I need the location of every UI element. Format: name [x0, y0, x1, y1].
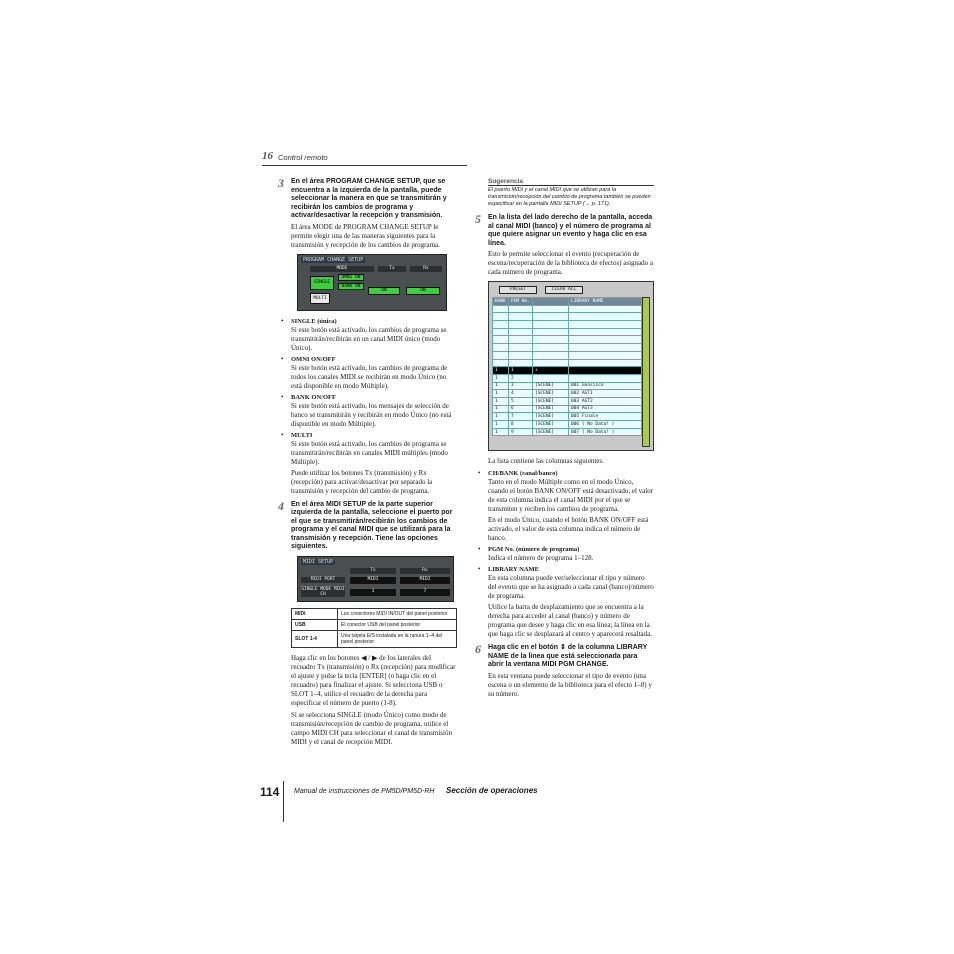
cell: 1: [493, 421, 509, 429]
bullet-text: En esta columna puede ver/seleccionar el tipo y número del evento que se ha asignado a cada canal (banco)/número de programa.: [488, 574, 654, 600]
table-row[interactable]: [493, 336, 642, 344]
step-number: 6: [475, 642, 481, 656]
bullet-text: Si este botón está activado, los cambios de programa se transmitirán/recibirán en canales MIDI múltiples (modo Múltiple).: [291, 439, 448, 466]
screen-title: MIDI SETUP: [303, 558, 334, 565]
tip-title: Sugerencia: [488, 178, 654, 186]
cell: 1: [493, 367, 509, 375]
table-row[interactable]: [493, 313, 642, 321]
bullet-heading: • SINGLE (única): [291, 317, 337, 325]
library-list-screen: [488, 281, 654, 451]
cell: 1: [493, 413, 509, 421]
bullet-text: En el modo Único, cuando el botón BANK ON/OFF está activado, el valor de esta columna indica el número de banco.: [488, 516, 649, 542]
bullet-single: [281, 317, 457, 353]
scrollbar[interactable]: [642, 297, 650, 447]
cell: 7: [509, 413, 533, 421]
tx-on-button[interactable]: ON: [368, 287, 400, 295]
col-pgm: PGM No.: [509, 298, 533, 306]
cell: 1: [493, 374, 509, 382]
step-4: [278, 498, 457, 552]
step-title: Haga clic en el botón ⇕ de la columna LIBRARY NAME de la línea que está seleccionada para abrir la ventana MIDI PGM CHANGE.: [488, 644, 648, 668]
clear-all-button[interactable]: CLEAR ALL: [545, 286, 583, 294]
cell: 4: [509, 390, 533, 398]
step-number: 5: [475, 212, 481, 226]
bullet-bank: [281, 393, 457, 429]
cell: 9: [509, 428, 533, 436]
port-desc: Una tarjeta E/S instalada en la ranura 1–4 del panel posterior: [338, 630, 457, 647]
table-row[interactable]: [493, 382, 642, 390]
cell: 2: [509, 374, 533, 382]
port-desc: El conector USB del panel posterior: [338, 619, 457, 630]
midi-ch-label: SINGLE MODE MIDI CH: [301, 586, 345, 597]
cell: 6: [509, 405, 533, 413]
cell: 1: [493, 428, 509, 436]
chapter-title: Control remoto: [278, 153, 328, 162]
bullet-text: Si este botón está activado, los cambios de programa de todos los canales MIDI se recibirán en modo Único (no está disponible en modo Múltiple).: [291, 363, 448, 390]
cell: 1: [493, 397, 509, 405]
program-change-setup-screen: [297, 254, 447, 311]
right-column: [475, 178, 654, 702]
bullet-extra: Puede utilizar los botones Tx (transmisión) y Rx (recepción) para activar/desactivar por separado la transmisión y recepción del cambio de programa.: [291, 468, 433, 495]
table-row[interactable]: [493, 397, 642, 405]
bullet-heading: • MULTI: [291, 431, 313, 439]
step-6: [475, 642, 654, 670]
paragraph: Esto le permite seleccionar el evento (recuperación de escena/recuperación de la biblioteca de efectos) asignado a cada número de programa.: [488, 250, 653, 276]
cell: 005 Finale: [569, 413, 642, 421]
col-library-name: LIBRARY NAME: [569, 298, 642, 306]
cell: [533, 374, 569, 382]
paragraph: Haga clic en los botones ◀ / ▶ de los laterales del recuadro Tx (transmisión) o Rx (recepción) para modificar el ajuste y pulse la tecla [ENTER] (o haga clic en el recuadro) para finalizar el ajuste. Si selecciona USB o SLOT 1–4, utilice el recuadro de la derecha para especificar el número de puerto (1-8).: [291, 653, 456, 707]
page-number: 114: [260, 785, 280, 799]
bullet-text: Utilice la barra de desplazamiento que se encuentra a la derecha para acceder al canal (banco) y número de programa que desee y haga clic en esa línea; la línea en la que haga clic se desplazará al centro y aparecerá resaltada.: [488, 603, 653, 638]
section-title: Sección de operaciones: [446, 786, 538, 795]
single-button[interactable]: SINGLE: [310, 276, 334, 290]
col-bank: BANK: [493, 298, 509, 306]
bullet-library-name: [478, 565, 654, 639]
cell: 3: [509, 382, 533, 390]
cell: 007 ( No Data! ): [569, 428, 642, 436]
bullet-multi: [281, 431, 457, 496]
paragraph: Si se selecciona SINGLE (modo Único) como modo de transmisión/recepción de cambio de programa, utilice el campo MIDI CH para seleccionar el canal de transmisión MIDI y el canal de recepción MIDI.: [291, 710, 452, 746]
table-row[interactable]: [493, 328, 642, 336]
preset-button[interactable]: PRESET: [499, 286, 537, 294]
table-row: [292, 630, 457, 647]
selected-row[interactable]: [493, 367, 642, 375]
cell: 5: [509, 397, 533, 405]
cell: 001 Gnosisco: [569, 382, 642, 390]
cell: [SCENE]: [533, 405, 569, 413]
step-title: En el área MIDI SETUP de la parte superior izquierda de la pantalla, seleccione el puerto por el que se transmitirán/recibirán los cambios de programa y el canal MIDI que se utilizará para la transmisión y recepción. Tiene las opciones siguientes.: [291, 500, 453, 550]
cell: 8: [509, 421, 533, 429]
table-row[interactable]: [493, 344, 642, 352]
cell: 004 AGT3: [569, 405, 642, 413]
step-number: 3: [278, 176, 284, 190]
cell: 003 AGT2: [569, 397, 642, 405]
rx-header: Rx: [410, 266, 442, 272]
cell: 1: [493, 405, 509, 413]
cell: [SCENE]: [533, 428, 569, 436]
rx-header: Rx: [400, 568, 450, 574]
tx-header: Tx: [378, 266, 406, 272]
table-row[interactable]: [493, 405, 642, 413]
step-3: [278, 176, 457, 221]
bullet-text: Tanto en el modo Múltiple como en el modo Único, cuando el botón BANK ON/OFF está desactivado, el valor de esta columna indica el canal MIDI por el que se transmiten y reciben los cambios de programa.: [488, 478, 654, 513]
bullet-text: Si este botón está activado, los cambios de programa se transmitirán/recibirán en un canal MIDI único (modo Único).: [291, 325, 447, 352]
table-row[interactable]: [493, 359, 642, 367]
tip-text: El puerto MIDI y el canal MIDI que se utilizan para la transmisión/recepción del cambio de programa también se pueden especificar en la pantalla MIDI SETUP (→ p. 171).: [488, 187, 651, 207]
cell: 006 ( No Data! ): [569, 421, 642, 429]
bullet-text: Si este botón está activado, los mensajes de selección de banco se transmitirán y recibirán en modo Único (no está disponible en modo Múltiple).: [291, 401, 452, 428]
page-header: [262, 150, 467, 166]
cell: [SCENE]: [533, 413, 569, 421]
midi-setup-screen: [297, 556, 454, 602]
cell: [SCENE]: [533, 382, 569, 390]
bullet-heading: • CH/BANK (canal/banco): [488, 470, 558, 477]
step-title: En la lista del lado derecho de la pantalla, acceda al canal MIDI (banco) y el número de programa al que quiere asignar un evento y haga clic en esa línea.: [488, 214, 653, 247]
step-title: En el área PROGRAM CHANGE SETUP, que se encuentra a la izquierda de la pantalla, puede seleccionar la manera en que se transmitirán y recibirán los cambios de programa y activar/desactivar la recepción y transmisión.: [291, 178, 447, 219]
manual-title: Manual de instrucciones de PM5D/PM5D-RH: [294, 788, 435, 795]
port-name: USB: [292, 619, 338, 630]
cell: [SCENE]: [533, 390, 569, 398]
cell: [569, 374, 642, 382]
step-5: [475, 212, 654, 248]
table-row[interactable]: [493, 428, 642, 436]
screen-title: PROGRAM CHANGE SETUP: [303, 256, 364, 263]
rx-channel-field[interactable]: 7: [400, 589, 450, 596]
footer-divider: [283, 781, 284, 822]
table-row[interactable]: [493, 413, 642, 421]
bank-on-button[interactable]: BANK ON: [338, 283, 364, 290]
cell: 1: [493, 390, 509, 398]
cell: 002 AGT1: [569, 390, 642, 398]
tx-header: Tx: [350, 568, 396, 574]
port-name: SLOT 1-4: [292, 630, 338, 647]
midi-port-label: MIDI PORT: [301, 577, 345, 583]
bullet-heading: • BANK ON/OFF: [291, 393, 336, 401]
bullet-ch-bank: [478, 469, 654, 543]
paragraph: En esta ventana puede seleccionar el tipo de evento (una escena o un elemento de la biblioteca para el efecto 1–8) y su número.: [488, 671, 652, 698]
step-number: 4: [278, 498, 284, 513]
ports-table: [291, 608, 457, 648]
port-name: MIDI: [292, 608, 338, 619]
table-row[interactable]: [493, 351, 642, 359]
bullet-pgm-no: [478, 545, 654, 563]
omni-on-button[interactable]: OMNI ON: [338, 274, 364, 281]
paragraph: El área MODE de PROGRAM CHANGE SETUP le permite elegir una de las maneras siguientes para la transmisión y recepción de los cambios de programa.: [291, 222, 440, 249]
library-table: [492, 297, 642, 436]
cell: 1: [493, 382, 509, 390]
bullet-text: Indica el número de programa 1–128.: [488, 554, 594, 562]
cell: 1: [509, 367, 533, 375]
left-column: [278, 176, 457, 750]
rx-port-field[interactable]: MIDI: [400, 577, 450, 584]
paragraph: La lista contiene las columnas siguientes.: [488, 457, 604, 465]
tx-port-field[interactable]: MIDI: [350, 577, 396, 584]
table-row: [292, 608, 457, 619]
scroll-button[interactable]: ⇕: [533, 367, 569, 375]
table-row[interactable]: [493, 305, 642, 313]
tx-channel-field[interactable]: 1: [350, 589, 396, 596]
bullet-heading: • PGM No. (número de programa): [488, 546, 580, 553]
port-desc: Los conectores MIDI IN/OUT del panel posterior: [338, 608, 457, 619]
bullet-heading: • LIBRARY NAME: [488, 566, 539, 573]
table-row: [292, 619, 457, 630]
rx-on-button[interactable]: ON: [406, 287, 440, 295]
cell: [SCENE]: [533, 397, 569, 405]
table-row[interactable]: [493, 421, 642, 429]
cell: [569, 367, 642, 375]
bullet-omni: [281, 355, 457, 391]
mode-header: MODE: [310, 266, 374, 272]
multi-button[interactable]: MULTI: [310, 293, 330, 304]
cell: [SCENE]: [533, 421, 569, 429]
bullet-heading: • OMNI ON/OFF: [291, 355, 336, 363]
table-row[interactable]: [493, 374, 642, 382]
col-type: [533, 298, 569, 306]
tip-box: [488, 178, 654, 208]
table-row[interactable]: [493, 390, 642, 398]
table-header-row: [493, 298, 642, 306]
table-row[interactable]: [493, 321, 642, 329]
chapter-number: 16: [262, 150, 273, 162]
